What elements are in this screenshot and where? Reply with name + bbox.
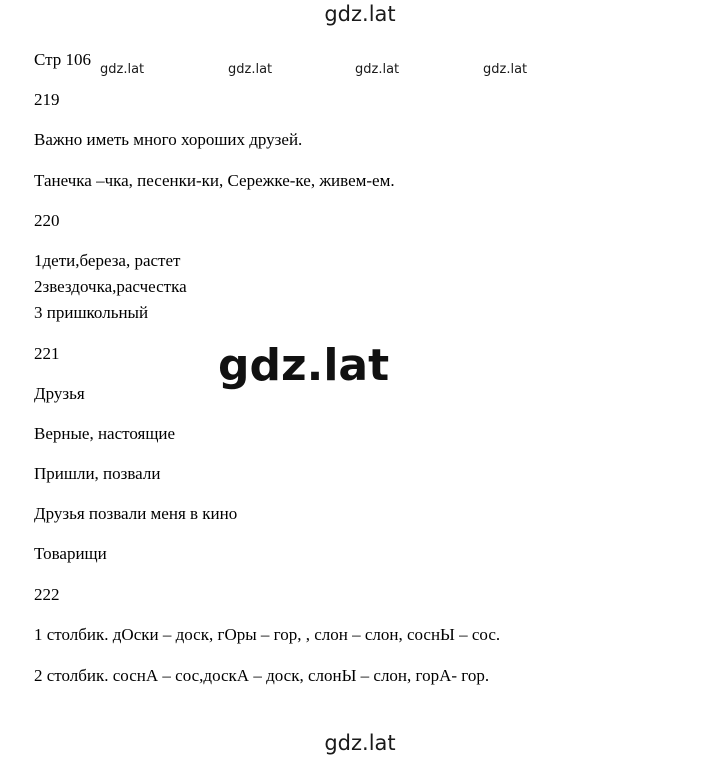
exercise-220-line-3: 3 пришкольный <box>34 303 149 322</box>
watermark-bottom: gdz.lat <box>324 731 396 755</box>
exercise-219-number: 219 <box>34 90 60 109</box>
exercise-220-line-2: 2звездочка,расчестка <box>34 277 187 296</box>
watermark-small-4: gdz.lat <box>483 62 528 77</box>
exercise-221-line-1: Друзья <box>34 384 85 403</box>
exercise-222-line-1: 1 столбик. дОски – доск, гОры – гор, , слон – слон, соснЫ – сос. <box>34 625 501 644</box>
exercise-220-number: 220 <box>34 211 60 230</box>
watermark-small-3: gdz.lat <box>355 62 400 77</box>
exercise-219-line-1: Важно иметь много хороших друзей. <box>34 130 303 149</box>
watermark-small-2: gdz.lat <box>228 62 273 77</box>
exercise-221-line-3: Пришли, позвали <box>34 464 161 483</box>
exercise-222-line-2: 2 столбик. соснА – сос,доскА – доск, слонЫ – слон, горА- гор. <box>34 666 490 685</box>
exercise-221-line-5: Товарищи <box>34 544 107 563</box>
page-label: Стр 106 <box>34 50 92 69</box>
exercise-222-number: 222 <box>34 585 60 604</box>
exercise-221-number: 221 <box>34 344 60 363</box>
watermark-small-1: gdz.lat <box>100 62 145 77</box>
exercise-221-line-4: Друзья позвали меня в кино <box>34 504 238 523</box>
watermark-large: gdz.lat <box>218 340 390 391</box>
exercise-219-line-2: Танечка –чка, песенки-ки, Сережке-ке, живем-ем. <box>34 171 395 190</box>
watermark-top: gdz.lat <box>324 2 396 26</box>
exercise-221-line-2: Верные, настоящие <box>34 424 176 443</box>
exercise-220-line-1: 1дети,береза, растет <box>34 251 181 270</box>
